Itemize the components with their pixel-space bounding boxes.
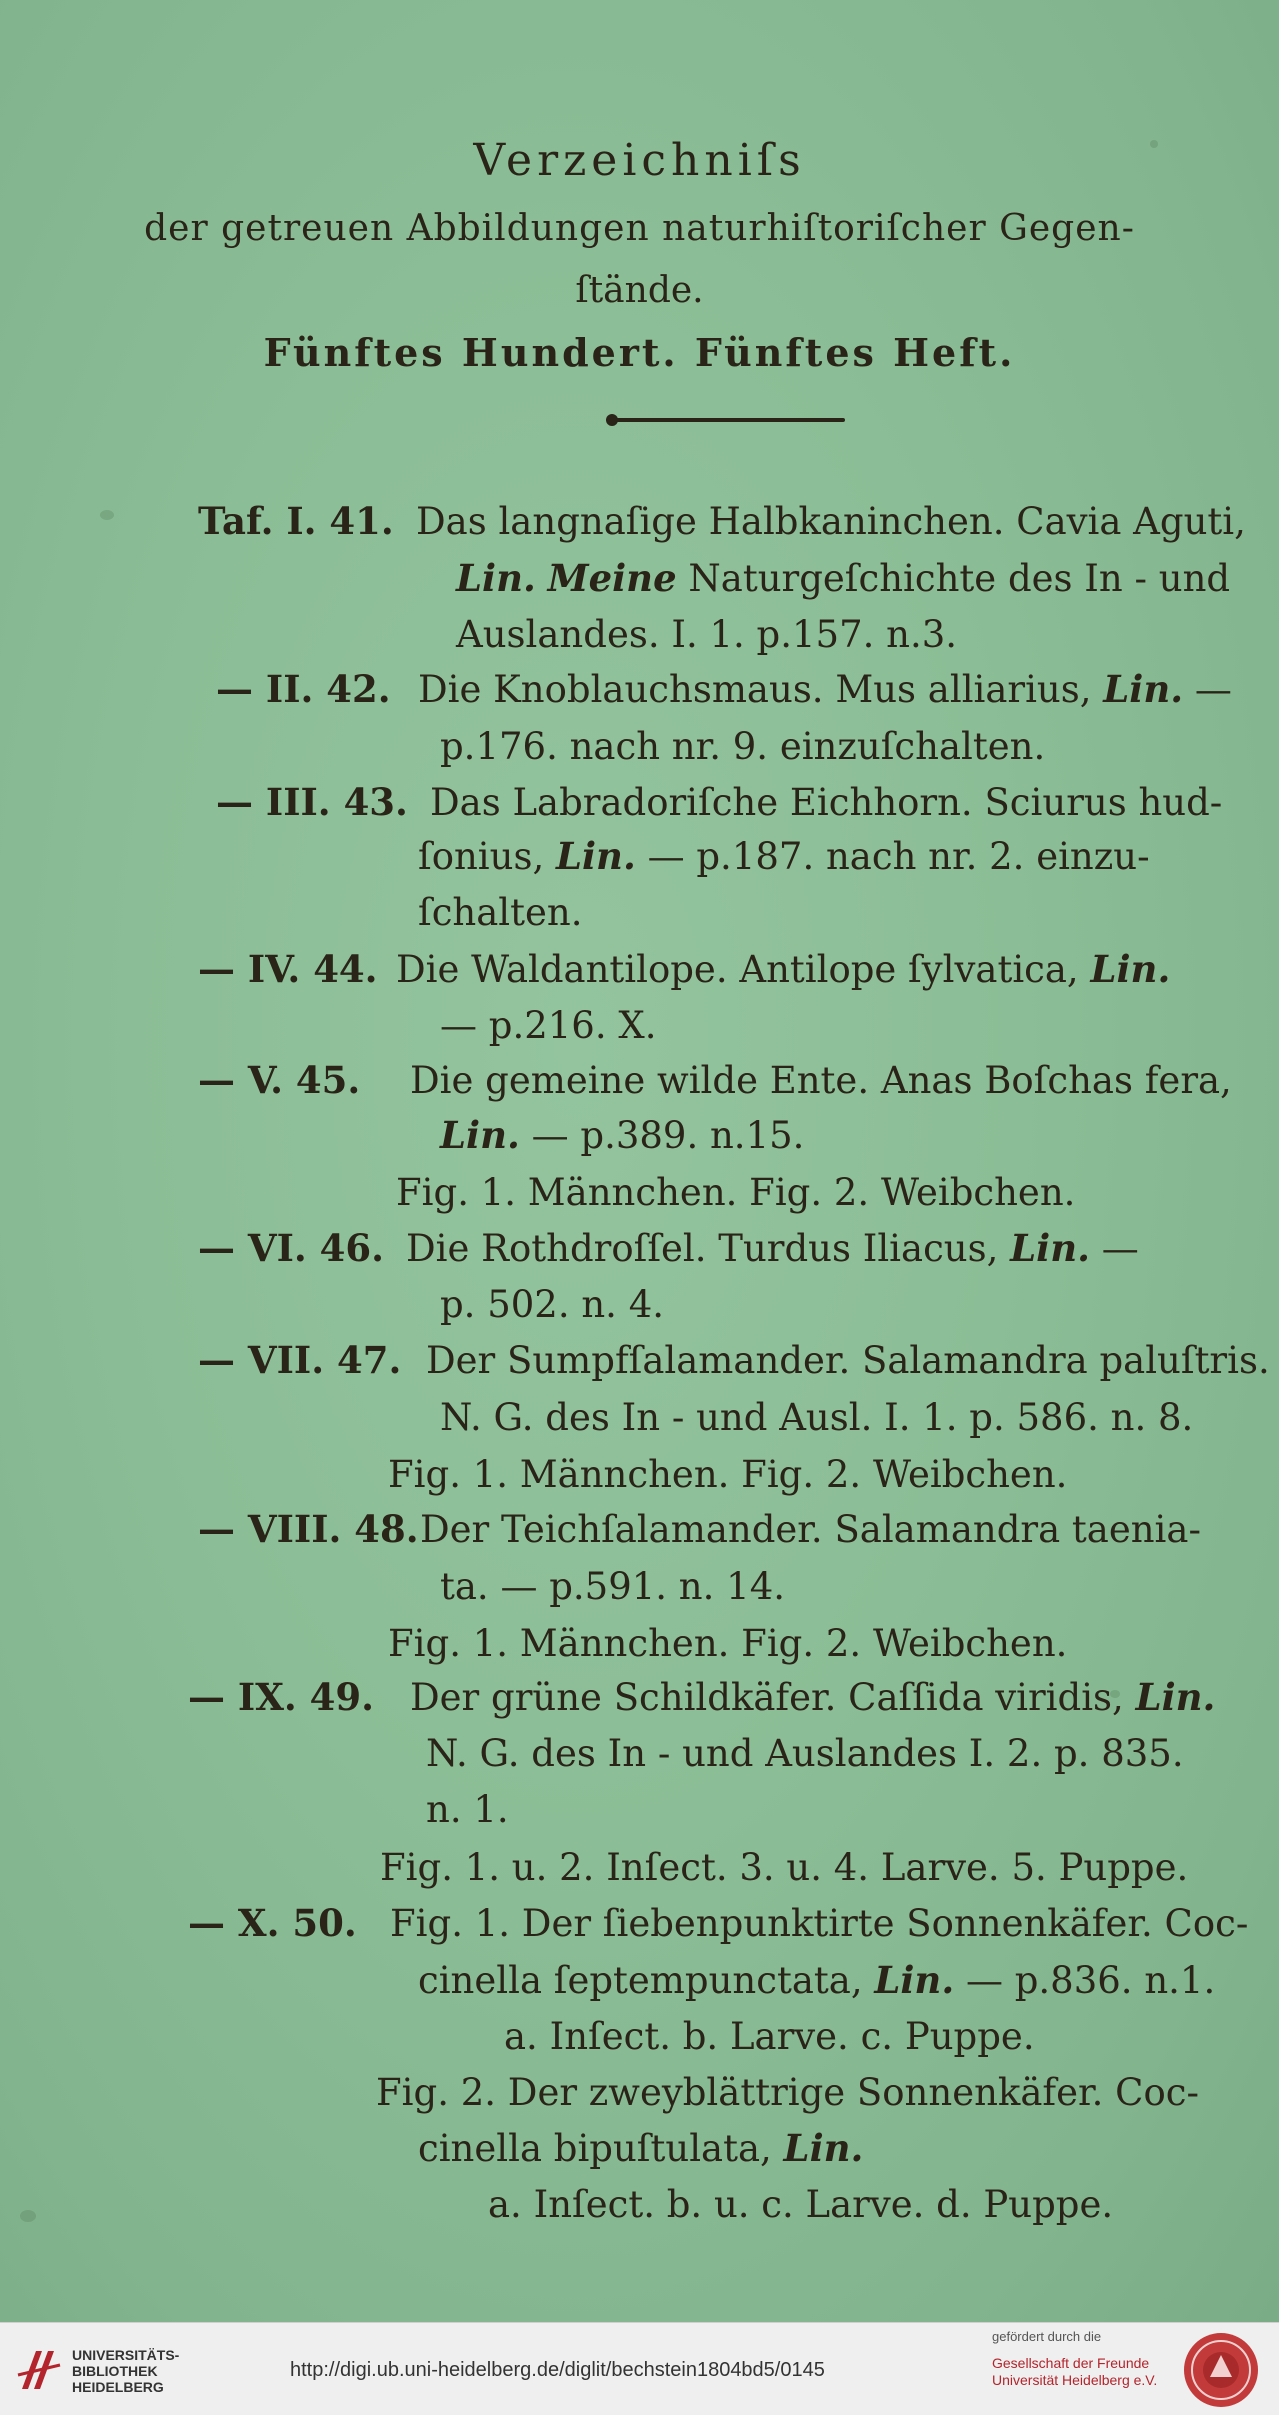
- entry-line: [198, 1058, 1232, 1102]
- linnaeus-abbrev: Lin.: [874, 1958, 955, 2002]
- entry-text: — p.216. X.: [440, 1004, 657, 1047]
- linnaeus-abbrev: Lin.: [555, 834, 636, 878]
- entry-text: cinella bipuſtulata,: [418, 2127, 772, 2170]
- library-name-line-1: UNIVERSITÄTS-: [72, 2347, 180, 2363]
- linnaeus-abbrev: Lin.: [783, 2126, 864, 2170]
- entry-text-tail: —: [1101, 1227, 1139, 1270]
- sponsor-name-line-2: Universität Heidelberg e.V.: [992, 2372, 1158, 2388]
- plate-number: — VIII. 48.: [198, 1507, 419, 1551]
- linnaeus-abbrev: Lin.: [1090, 947, 1171, 991]
- entry-line: [488, 2183, 1114, 2226]
- entry-text: ta. — p.591. n. 14.: [440, 1565, 785, 1608]
- library-name-line-3: HEIDELBERG: [72, 2379, 164, 2395]
- entry-line: [198, 499, 1246, 543]
- entry-line: [380, 1846, 1189, 1889]
- entry-text: Fig. 1. Männchen. Fig. 2. Weibchen.: [388, 1453, 1068, 1496]
- entry-line: [388, 1622, 1068, 1665]
- entry-text: Die Waldantilope. Antilope ſylvatica,: [396, 948, 1079, 991]
- funded-by-label: gefördert durch die: [992, 2329, 1102, 2344]
- entry-text-tail: — p.389. n.15.: [531, 1114, 805, 1157]
- entry-text: Der grüne Schildkäfer. Caſſida viridis,: [410, 1676, 1124, 1719]
- paper-stain: [100, 510, 114, 520]
- entry-line: [418, 1958, 1216, 2002]
- plate-number: — X. 50.: [188, 1901, 357, 1945]
- footer-bar: [0, 2322, 1279, 2415]
- entry-text-tail: —: [1194, 668, 1232, 711]
- entry-text: cinella ſeptempunctata,: [418, 1959, 863, 2002]
- entry-line: [396, 1171, 1076, 1214]
- entry-line: [440, 1113, 805, 1157]
- plate-number: — VI. 46.: [198, 1226, 385, 1270]
- entry-text-tail: — p.187. nach nr. 2. einzu-: [647, 835, 1150, 878]
- entry-line: [216, 780, 1223, 824]
- italic-word: Meine: [547, 556, 677, 600]
- plate-number: — V. 45.: [198, 1058, 361, 1102]
- entry-line: [216, 667, 1232, 711]
- plate-number: — VII. 47.: [198, 1338, 402, 1382]
- entry-line: [456, 556, 1231, 600]
- plate-number: — IV. 44.: [198, 947, 378, 991]
- entry-line: [198, 947, 1171, 991]
- entry-text: n. 1.: [426, 1788, 509, 1831]
- entry-text: ſchalten.: [418, 891, 583, 934]
- permalink-url[interactable]: http://digi.ub.uni-heidelberg.de/diglit/bechstein1804bd5/0145: [290, 2359, 825, 2381]
- entry-text: Fig. 1. Der ſiebenpunktirte Sonnenkäfer. Coc-: [390, 1902, 1249, 1945]
- sponsor-name[interactable]: [992, 2355, 1157, 2389]
- entry-text: Der Teichſalamander. Salamandra taenia-: [420, 1508, 1201, 1551]
- entry-text: N. G. des In - und Ausl. I. 1. p. 586. n. 8.: [440, 1396, 1194, 1439]
- entry-text: N. G. des In - und Auslandes I. 2. p. 835.: [426, 1732, 1184, 1775]
- entry-line: [188, 1675, 1216, 1719]
- paper-stain: [20, 2210, 36, 2222]
- entry-line: [426, 1788, 509, 1831]
- entry-text: Die Rothdroſſel. Turdus Iliacus,: [406, 1227, 999, 1270]
- entry-text: ſonius,: [418, 835, 545, 878]
- entry-text: Fig. 1. Männchen. Fig. 2. Weibchen.: [388, 1622, 1068, 1665]
- entry-text: a. Inſect. b. u. c. Larve. d. Puppe.: [488, 2183, 1114, 2226]
- entry-text: Der Sumpfſalamander. Salamandra paluſtris.: [426, 1339, 1270, 1382]
- entry-text: Fig. 1. u. 2. Inſect. 3. u. 4. Larve. 5. Puppe.: [380, 1846, 1189, 1889]
- entry-line: [440, 1565, 785, 1608]
- entry-text: Naturgeſchichte des In - und: [688, 557, 1231, 600]
- entry-text: Auslandes. I. 1. p.157. n.3.: [456, 613, 958, 656]
- entry-text: p.176. nach nr. 9. einzuſchalten.: [440, 725, 1046, 768]
- entry-line: [440, 1396, 1194, 1439]
- entry-line: [426, 1732, 1184, 1775]
- library-name: [72, 2347, 179, 2395]
- entry-line: [440, 1283, 665, 1326]
- library-name-line-2: BIBLIOTHEK: [72, 2363, 158, 2379]
- entry-text: Fig. 2. Der zweyblättrige Sonnenkäfer. Coc-: [376, 2071, 1199, 2114]
- plate-number: — IX. 49.: [188, 1675, 375, 1719]
- entry-line: [504, 2015, 1035, 2058]
- subtitle-line-2: ſtände.: [575, 270, 704, 311]
- subtitle-line-1: der getreuen Abbildungen naturhiſtoriſcher Gegen-: [144, 208, 1135, 249]
- page-title: Verzeichniſs: [473, 135, 806, 186]
- entry-text: Fig. 1. Männchen. Fig. 2. Weibchen.: [396, 1171, 1076, 1214]
- entry-line: [198, 1338, 1270, 1382]
- entry-text: Das Labradoriſche Eichhorn. Sciurus hud-: [430, 781, 1223, 824]
- entry-line: [198, 1226, 1139, 1270]
- entry-line: [388, 1453, 1068, 1496]
- entry-line: [418, 2126, 864, 2170]
- entry-text: Das langnaſige Halbkaninchen. Cavia Aguti,: [416, 500, 1246, 543]
- entry-text-tail: — p.836. n.1.: [965, 1959, 1216, 2002]
- linnaeus-abbrev: Lin.: [456, 556, 536, 600]
- entry-text: Die gemeine wilde Ente. Anas Boſchas fera,: [410, 1059, 1232, 1102]
- entry-line: [418, 834, 1150, 878]
- linnaeus-abbrev: Lin.: [1135, 1675, 1216, 1719]
- linnaeus-abbrev: Lin.: [1010, 1226, 1091, 1270]
- entry-text: p. 502. n. 4.: [440, 1283, 665, 1326]
- entry-line: [376, 2071, 1199, 2114]
- entry-line: [440, 1004, 657, 1047]
- volume-heading: Fünftes Hundert. Fünftes Heft.: [263, 330, 1016, 375]
- university-seal-icon: [1182, 2331, 1260, 2409]
- entry-text: Die Knoblauchsmaus. Mus alliarius,: [418, 668, 1092, 711]
- sponsor-name-line-1: Gesellschaft der Freunde: [992, 2355, 1150, 2371]
- divider-rule: [610, 418, 845, 422]
- university-library-logo-icon[interactable]: [16, 2345, 62, 2395]
- entry-line: [456, 613, 958, 656]
- entry-line: [418, 891, 583, 934]
- plate-number: — III. 43.: [216, 780, 408, 824]
- plate-number: Taf. I. 41.: [198, 499, 394, 543]
- linnaeus-abbrev: Lin.: [1103, 667, 1184, 711]
- plate-number: — II. 42.: [216, 667, 391, 711]
- entry-line: [188, 1901, 1249, 1945]
- entry-line: [440, 725, 1046, 768]
- linnaeus-abbrev: Lin.: [440, 1113, 520, 1157]
- entry-line: [198, 1507, 1201, 1551]
- entry-text: a. Inſect. b. Larve. c. Puppe.: [504, 2015, 1035, 2058]
